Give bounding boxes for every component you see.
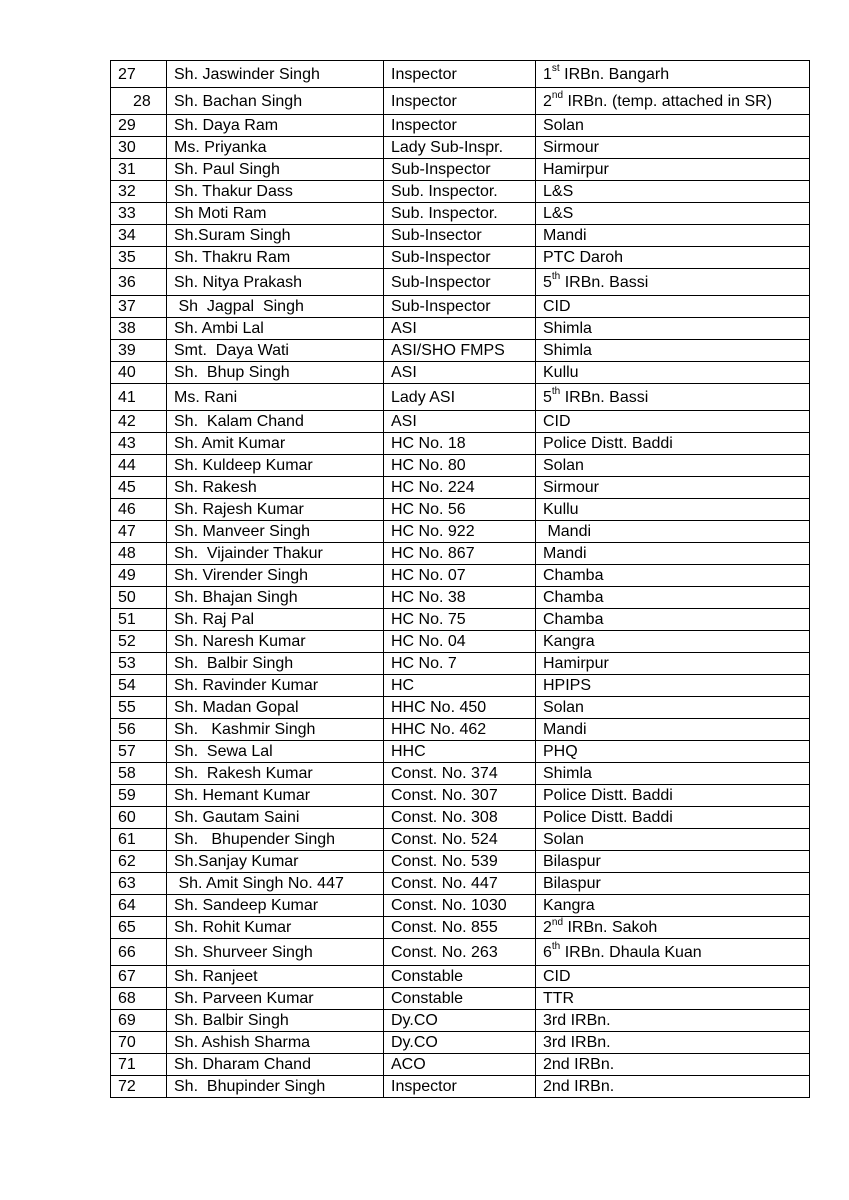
serial-number-cell: 32 — [111, 181, 167, 203]
unit-cell — [536, 697, 810, 719]
unit-ordinal-suffix: th — [551, 386, 561, 398]
table-row — [111, 785, 810, 807]
table-row — [111, 499, 810, 521]
unit-ordinal-number: 6 — [543, 943, 552, 961]
officer-list-table — [110, 60, 810, 1098]
serial-number-cell: 55 — [111, 697, 167, 719]
serial-number-cell: 48 — [111, 543, 167, 565]
serial-number-cell: 37 — [111, 296, 167, 318]
unit-cell — [536, 988, 810, 1010]
serial-number-cell: 50 — [111, 587, 167, 609]
table-row — [111, 88, 810, 115]
unit-cell — [536, 543, 810, 565]
officer-name-cell: Sh. Hemant Kumar — [167, 785, 384, 807]
officer-name-cell: Sh. Bachan Singh — [167, 88, 384, 115]
officer-name-cell: Sh. Paul Singh — [167, 159, 384, 181]
serial-number-cell: 51 — [111, 609, 167, 631]
unit-name: L&S — [543, 205, 574, 222]
rank-cell: Const. No. 1030 — [384, 895, 536, 917]
rank-cell: HC No. 922 — [384, 521, 536, 543]
table-row — [111, 318, 810, 340]
unit-cell — [536, 609, 810, 631]
serial-number-cell: 56 — [111, 719, 167, 741]
officer-name-cell: Sh. Bhajan Singh — [167, 587, 384, 609]
serial-number-cell: 71 — [111, 1054, 167, 1076]
table-row — [111, 939, 810, 966]
officer-name-cell: Sh. Manveer Singh — [167, 521, 384, 543]
rank-cell: HHC No. 450 — [384, 697, 536, 719]
unit-ordinal-number: 1 — [543, 65, 552, 83]
unit-name: Solan — [543, 699, 584, 716]
serial-number-cell: 65 — [111, 917, 167, 939]
officer-name-cell: Sh. Parveen Kumar — [167, 988, 384, 1010]
unit-name: L&S — [543, 183, 574, 200]
officer-name-cell: Sh. Virender Singh — [167, 565, 384, 587]
serial-number-cell: 38 — [111, 318, 167, 340]
table-row — [111, 181, 810, 203]
rank-cell: Inspector — [384, 1076, 536, 1098]
unit-name: Solan — [543, 117, 584, 134]
unit-cell — [536, 362, 810, 384]
table-row — [111, 384, 810, 411]
rank-cell: Sub-Insector — [384, 225, 536, 247]
serial-number-cell: 35 — [111, 247, 167, 269]
officer-name-cell: Sh. Bhupender Singh — [167, 829, 384, 851]
serial-number-cell: 30 — [111, 137, 167, 159]
unit-cell — [536, 939, 810, 966]
rank-cell: ASI — [384, 318, 536, 340]
unit-cell — [536, 1032, 810, 1054]
unit-ordinal-suffix: nd — [551, 916, 564, 928]
unit-cell — [536, 565, 810, 587]
officer-name-cell: Sh. Thakru Ram — [167, 247, 384, 269]
officer-name-cell: Sh. Bhup Singh — [167, 362, 384, 384]
serial-number-cell: 33 — [111, 203, 167, 225]
unit-name: Shimla — [543, 320, 592, 337]
table-row — [111, 1010, 810, 1032]
rank-cell: Lady Sub-Inspr. — [384, 137, 536, 159]
serial-number-cell: 34 — [111, 225, 167, 247]
officer-name-cell: Sh. Jaswinder Singh — [167, 61, 384, 88]
unit-name: Bilaspur — [543, 875, 601, 892]
rank-cell: Inspector — [384, 88, 536, 115]
table-row — [111, 807, 810, 829]
unit-ordinal-suffix: th — [551, 941, 561, 953]
table-row — [111, 1054, 810, 1076]
unit-cell — [536, 159, 810, 181]
rank-cell: HC No. 224 — [384, 477, 536, 499]
table-row — [111, 741, 810, 763]
unit-cell — [536, 895, 810, 917]
unit-name: IRBn. Bassi — [564, 273, 649, 291]
unit-name: 3rd IRBn. — [543, 1012, 611, 1029]
officer-name-cell: Sh.Sanjay Kumar — [167, 851, 384, 873]
serial-number-cell: 52 — [111, 631, 167, 653]
officer-name-cell: Sh. Rohit Kumar — [167, 917, 384, 939]
rank-cell: Const. No. 855 — [384, 917, 536, 939]
table-row — [111, 433, 810, 455]
table-row — [111, 61, 810, 88]
unit-name: Chamba — [543, 611, 604, 628]
rank-cell: Const. No. 307 — [384, 785, 536, 807]
rank-cell: Constable — [384, 966, 536, 988]
serial-number-cell: 59 — [111, 785, 167, 807]
unit-name: PTC Daroh — [543, 249, 624, 266]
serial-number-cell: 42 — [111, 411, 167, 433]
table-row — [111, 697, 810, 719]
unit-cell — [536, 477, 810, 499]
unit-cell — [536, 763, 810, 785]
unit-ordinal-suffix: th — [551, 271, 561, 283]
serial-number-cell: 36 — [111, 269, 167, 296]
rank-cell: HC No. 7 — [384, 653, 536, 675]
table-row — [111, 340, 810, 362]
unit-name: Mandi — [543, 227, 587, 244]
unit-cell — [536, 1054, 810, 1076]
unit-cell — [536, 741, 810, 763]
unit-name: 2nd IRBn. — [543, 1056, 615, 1073]
unit-cell — [536, 225, 810, 247]
unit-name: PHQ — [543, 743, 578, 760]
table-row — [111, 455, 810, 477]
unit-ordinal-number: 2 — [543, 919, 552, 936]
unit-name: 3rd IRBn. — [543, 1034, 611, 1051]
officer-name-cell: Sh. Raj Pal — [167, 609, 384, 631]
unit-name: TTR — [543, 990, 575, 1007]
officer-name-cell: Sh. Ambi Lal — [167, 318, 384, 340]
unit-cell — [536, 785, 810, 807]
table-row — [111, 851, 810, 873]
rank-cell: ASI — [384, 362, 536, 384]
unit-cell — [536, 318, 810, 340]
rank-cell: Lady ASI — [384, 384, 536, 411]
unit-cell — [536, 384, 810, 411]
rank-cell: Const. No. 308 — [384, 807, 536, 829]
unit-cell — [536, 499, 810, 521]
officer-name-cell: Sh Moti Ram — [167, 203, 384, 225]
rank-cell: Inspector — [384, 61, 536, 88]
unit-name: Hamirpur — [543, 655, 609, 672]
unit-cell — [536, 433, 810, 455]
unit-cell — [536, 807, 810, 829]
serial-number-cell: 47 — [111, 521, 167, 543]
officer-name-cell: Sh. Kuldeep Kumar — [167, 455, 384, 477]
unit-cell — [536, 829, 810, 851]
officer-name-cell: Sh. Sandeep Kumar — [167, 895, 384, 917]
unit-cell — [536, 851, 810, 873]
table-row — [111, 966, 810, 988]
serial-number-cell: 58 — [111, 763, 167, 785]
officer-name-cell: Sh. Vijainder Thakur — [167, 543, 384, 565]
unit-name: Mandi — [543, 721, 587, 738]
table-row — [111, 362, 810, 384]
unit-name: IRBn. Dhaula Kuan — [564, 943, 702, 961]
officer-name-cell: Sh. Ranjeet — [167, 966, 384, 988]
rank-cell: Sub-Inspector — [384, 247, 536, 269]
rank-cell: Dy.CO — [384, 1032, 536, 1054]
unit-name: Solan — [543, 831, 584, 848]
unit-name: Hamirpur — [543, 161, 609, 178]
rank-cell: Sub-Inspector — [384, 159, 536, 181]
unit-cell — [536, 966, 810, 988]
serial-number-cell: 43 — [111, 433, 167, 455]
unit-cell — [536, 1076, 810, 1098]
unit-cell — [536, 675, 810, 697]
rank-cell: HC No. 80 — [384, 455, 536, 477]
officer-name-cell: Sh. Ravinder Kumar — [167, 675, 384, 697]
unit-ordinal-number: 5 — [543, 388, 552, 406]
unit-cell — [536, 61, 810, 88]
officer-name-cell: Sh. Balbir Singh — [167, 1010, 384, 1032]
table-row — [111, 521, 810, 543]
serial-number-cell: 64 — [111, 895, 167, 917]
officer-name-cell: Sh. Daya Ram — [167, 115, 384, 137]
rank-cell: Inspector — [384, 115, 536, 137]
unit-name: Solan — [543, 457, 584, 474]
rank-cell: Const. No. 263 — [384, 939, 536, 966]
officer-name-cell: Ms. Rani — [167, 384, 384, 411]
unit-cell — [536, 587, 810, 609]
table-row — [111, 675, 810, 697]
rank-cell: HC No. 04 — [384, 631, 536, 653]
unit-ordinal-suffix: st — [551, 63, 560, 75]
unit-cell — [536, 1010, 810, 1032]
officer-name-cell: Sh. Sewa Lal — [167, 741, 384, 763]
serial-number-cell: 31 — [111, 159, 167, 181]
serial-number-cell: 68 — [111, 988, 167, 1010]
unit-cell — [536, 181, 810, 203]
unit-cell — [536, 269, 810, 296]
unit-name: Bilaspur — [543, 853, 601, 870]
officer-name-cell: Sh. Rakesh Kumar — [167, 763, 384, 785]
unit-cell — [536, 719, 810, 741]
rank-cell: HC No. 38 — [384, 587, 536, 609]
unit-name: Kullu — [543, 501, 579, 518]
unit-cell — [536, 631, 810, 653]
rank-cell: Const. No. 539 — [384, 851, 536, 873]
unit-name: IRBn. Bangarh — [564, 65, 670, 83]
rank-cell: Const. No. 447 — [384, 873, 536, 895]
serial-number-cell: 54 — [111, 675, 167, 697]
table-row — [111, 917, 810, 939]
unit-cell — [536, 917, 810, 939]
rank-cell: ASI — [384, 411, 536, 433]
unit-name: Mandi — [543, 523, 592, 540]
unit-name: Shimla — [543, 765, 592, 782]
unit-name: IRBn. (temp. attached in SR) — [567, 92, 773, 110]
rank-cell: Sub-Inspector — [384, 269, 536, 296]
unit-ordinal-number: 2 — [543, 92, 552, 110]
rank-cell: Sub. Inspector. — [384, 181, 536, 203]
rank-cell: HC No. 07 — [384, 565, 536, 587]
serial-number-cell: 69 — [111, 1010, 167, 1032]
officer-name-cell: Sh. Kalam Chand — [167, 411, 384, 433]
unit-name: Kangra — [543, 897, 595, 914]
table-row — [111, 159, 810, 181]
table-row — [111, 631, 810, 653]
officer-name-cell: Sh. Amit Singh No. 447 — [167, 873, 384, 895]
unit-ordinal-number: 5 — [543, 273, 552, 291]
table-row — [111, 137, 810, 159]
officer-list-body — [111, 61, 810, 1098]
serial-number-cell: 44 — [111, 455, 167, 477]
table-row — [111, 609, 810, 631]
unit-name: Kullu — [543, 364, 579, 381]
unit-ordinal-suffix: nd — [551, 90, 564, 102]
table-row — [111, 1076, 810, 1098]
serial-number-cell: 39 — [111, 340, 167, 362]
table-row — [111, 411, 810, 433]
serial-number-cell: 29 — [111, 115, 167, 137]
table-row — [111, 477, 810, 499]
rank-cell: ACO — [384, 1054, 536, 1076]
table-row — [111, 763, 810, 785]
rank-cell: Dy.CO — [384, 1010, 536, 1032]
officer-name-cell: Sh. Rakesh — [167, 477, 384, 499]
officer-name-cell: Sh. Naresh Kumar — [167, 631, 384, 653]
officer-name-cell: Sh. Shurveer Singh — [167, 939, 384, 966]
serial-number-cell: 57 — [111, 741, 167, 763]
table-row — [111, 296, 810, 318]
officer-name-cell: Sh. Thakur Dass — [167, 181, 384, 203]
table-row — [111, 543, 810, 565]
serial-number-cell: 41 — [111, 384, 167, 411]
rank-cell: HHC No. 462 — [384, 719, 536, 741]
serial-number-cell: 62 — [111, 851, 167, 873]
unit-name: 2nd IRBn. — [543, 1078, 615, 1095]
unit-cell — [536, 88, 810, 115]
rank-cell: HHC — [384, 741, 536, 763]
rank-cell: ASI/SHO FMPS — [384, 340, 536, 362]
officer-name-cell: Smt. Daya Wati — [167, 340, 384, 362]
officer-name-cell: Ms. Priyanka — [167, 137, 384, 159]
serial-number-cell: 40 — [111, 362, 167, 384]
unit-cell — [536, 137, 810, 159]
rank-cell: HC — [384, 675, 536, 697]
rank-cell: Constable — [384, 988, 536, 1010]
unit-name: CID — [543, 298, 571, 315]
table-row — [111, 115, 810, 137]
officer-name-cell: Sh. Kashmir Singh — [167, 719, 384, 741]
table-row — [111, 988, 810, 1010]
unit-cell — [536, 653, 810, 675]
table-row — [111, 225, 810, 247]
serial-number-cell: 63 — [111, 873, 167, 895]
officer-name-cell: Sh. Dharam Chand — [167, 1054, 384, 1076]
serial-number-cell: 45 — [111, 477, 167, 499]
officer-name-cell: Sh. Balbir Singh — [167, 653, 384, 675]
serial-number-cell: 27 — [111, 61, 167, 88]
unit-name: IRBn. Bassi — [564, 388, 649, 406]
unit-name: Mandi — [543, 545, 587, 562]
serial-number-cell: 53 — [111, 653, 167, 675]
unit-cell — [536, 455, 810, 477]
unit-name: Chamba — [543, 589, 604, 606]
rank-cell: Sub. Inspector. — [384, 203, 536, 225]
unit-name: Chamba — [543, 567, 604, 584]
rank-cell: Const. No. 374 — [384, 763, 536, 785]
serial-number-cell: 67 — [111, 966, 167, 988]
officer-name-cell: Sh. Rajesh Kumar — [167, 499, 384, 521]
unit-name: CID — [543, 968, 571, 985]
unit-name: Police Distt. Baddi — [543, 809, 673, 826]
officer-name-cell: Sh. Gautam Saini — [167, 807, 384, 829]
table-row — [111, 895, 810, 917]
officer-name-cell: Sh. Ashish Sharma — [167, 1032, 384, 1054]
table-row — [111, 653, 810, 675]
serial-number-cell: 28 — [111, 88, 167, 115]
officer-name-cell: Sh.Suram Singh — [167, 225, 384, 247]
officer-name-cell: Sh. Amit Kumar — [167, 433, 384, 455]
unit-cell — [536, 247, 810, 269]
rank-cell: HC No. 867 — [384, 543, 536, 565]
unit-cell — [536, 340, 810, 362]
unit-cell — [536, 411, 810, 433]
serial-number-cell: 61 — [111, 829, 167, 851]
unit-name: Sirmour — [543, 479, 600, 496]
unit-name: CID — [543, 413, 571, 430]
rank-cell: HC No. 75 — [384, 609, 536, 631]
unit-cell — [536, 115, 810, 137]
serial-number-cell: 66 — [111, 939, 167, 966]
serial-number-cell: 46 — [111, 499, 167, 521]
rank-cell: HC No. 18 — [384, 433, 536, 455]
rank-cell: Const. No. 524 — [384, 829, 536, 851]
table-row — [111, 247, 810, 269]
table-row — [111, 203, 810, 225]
serial-number-cell: 70 — [111, 1032, 167, 1054]
officer-name-cell: Sh. Nitya Prakash — [167, 269, 384, 296]
serial-number-cell: 72 — [111, 1076, 167, 1098]
unit-cell — [536, 203, 810, 225]
officer-name-cell: Sh Jagpal Singh — [167, 296, 384, 318]
table-row — [111, 565, 810, 587]
serial-number-cell: 49 — [111, 565, 167, 587]
unit-name: IRBn. Sakoh — [567, 919, 658, 936]
unit-cell — [536, 296, 810, 318]
unit-cell — [536, 521, 810, 543]
officer-name-cell: Sh. Madan Gopal — [167, 697, 384, 719]
unit-name: Shimla — [543, 342, 592, 359]
table-row — [111, 829, 810, 851]
table-row — [111, 269, 810, 296]
officer-name-cell: Sh. Bhupinder Singh — [167, 1076, 384, 1098]
unit-name: Kangra — [543, 633, 595, 650]
rank-cell: Sub-Inspector — [384, 296, 536, 318]
serial-number-cell: 60 — [111, 807, 167, 829]
unit-name: Police Distt. Baddi — [543, 435, 673, 452]
unit-name: Sirmour — [543, 139, 600, 156]
unit-cell — [536, 873, 810, 895]
table-row — [111, 587, 810, 609]
table-row — [111, 719, 810, 741]
rank-cell: HC No. 56 — [384, 499, 536, 521]
table-row — [111, 1032, 810, 1054]
unit-name: HPIPS — [543, 677, 592, 694]
unit-name: Police Distt. Baddi — [543, 787, 673, 804]
table-row — [111, 873, 810, 895]
